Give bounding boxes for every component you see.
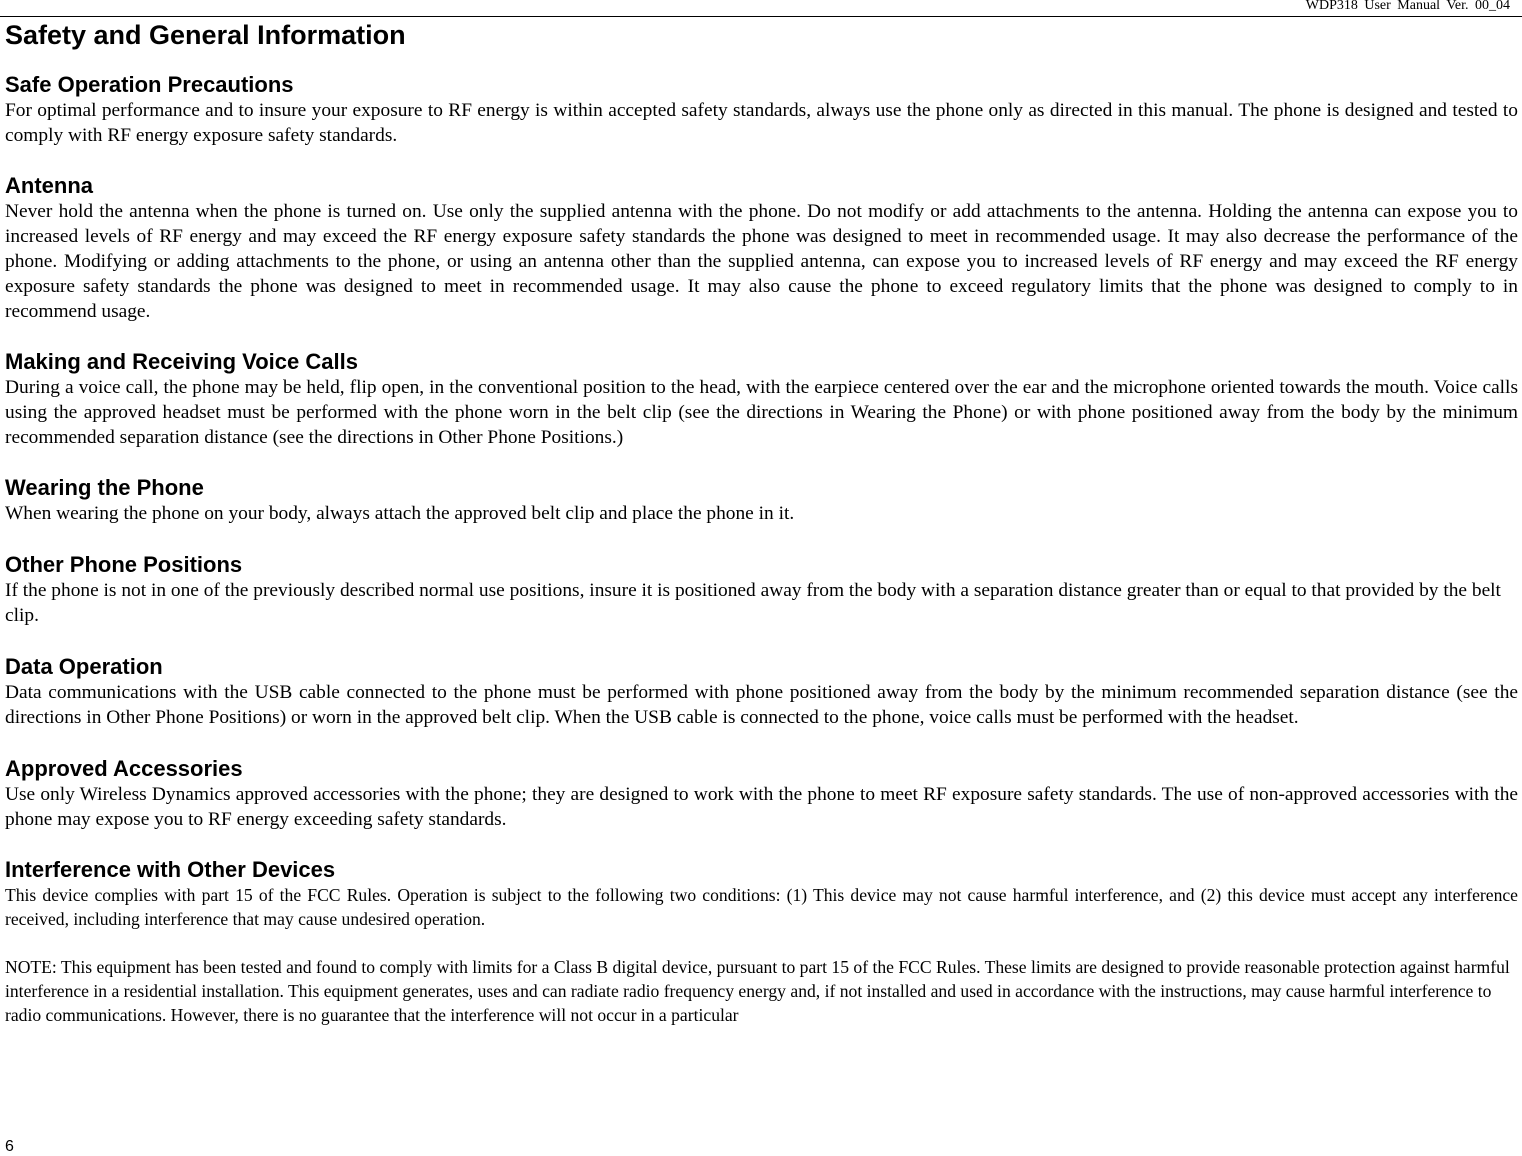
page-number: 6 <box>5 1138 14 1155</box>
section-interference <box>5 857 1518 1027</box>
section-text: If the phone is not in one of the previously described normal use positions, insure it is positioned away from the body with a separation distance greater than or equal to that provided by the belt clip. <box>5 580 1501 626</box>
section-text: Data communications with the USB cable connected to the phone must be performed with phone positioned away from the body by the minimum recommended separation distance (see the directions in Other Phone Positions) or worn in the approved belt clip. When the USB cable is connected to the phone, voice calls must be performed with the headset. <box>5 682 1518 728</box>
section-text: Use only Wireless Dynamics approved accessories with the phone; they are designed to work with the phone to meet RF exposure safety standards. The use of non-approved accessories with the phone may expose you to RF energy exceeding safety standards. <box>5 784 1518 830</box>
section-approved-accessories <box>5 756 1518 832</box>
section-heading: Approved Accessories <box>5 756 243 781</box>
section-wearing-phone <box>5 475 1518 526</box>
section-text: This device complies with part 15 of the FCC Rules. Operation is subject to the following two conditions: (1) This device may not cause harmful interference, and (2) this device must accept any interference received, including interference that may cause undesired operation. <box>5 885 1518 929</box>
section-heading: Data Operation <box>5 654 163 679</box>
page-title: Safety and General Information <box>5 20 406 50</box>
section-antenna <box>5 173 1518 324</box>
section-voice-calls <box>5 349 1518 450</box>
fcc-note: NOTE: This equipment has been tested and found to comply with limits for a Class B digital device, pursuant to part 15 of the FCC Rules. These limits are designed to provide reasonable protection against harmful interference in a residential installation. This equipment generates, uses and can radiate radio frequency energy and, if not installed and used in accordance with the instructions, may cause harmful interference to radio communications. However, there is no guarantee that the interference will not occur in a particular <box>5 957 1510 1025</box>
section-heading: Making and Receiving Voice Calls <box>5 349 358 374</box>
section-safe-operation <box>5 72 1518 148</box>
section-heading: Wearing the Phone <box>5 475 204 500</box>
header-manual-version: WDP318 User Manual Ver. 00_04 <box>1305 0 1510 13</box>
section-heading: Antenna <box>5 173 93 198</box>
section-text: When wearing the phone on your body, always attach the approved belt clip and place the phone in it. <box>5 503 795 524</box>
section-heading: Other Phone Positions <box>5 552 243 577</box>
section-text: For optimal performance and to insure your exposure to RF energy is within accepted safety standards, always use the phone only as directed in this manual. The phone is designed and tested to comply with RF energy exposure safety standards. <box>5 100 1518 146</box>
section-data-operation <box>5 654 1518 730</box>
section-other-positions <box>5 552 1518 628</box>
section-heading: Interference with Other Devices <box>5 857 336 882</box>
section-text: Never hold the antenna when the phone is turned on. Use only the supplied antenna with the phone. Do not modify or add attachments to the antenna. Holding the antenna can expose you to increased levels of RF energy and may exceed the RF energy exposure safety standards the phone was designed to meet in recommended usage. It may also decrease the performance of the phone. Modifying or adding attachments to the phone, or using an antenna other than the supplied antenna, can expose you to increased levels of RF energy and may exceed the RF energy exposure safety standards the phone was designed to meet in recommended usage. It may also cause the phone to exceed regulatory limits that the phone was designed to comply to in recommend usage. <box>5 201 1518 322</box>
section-heading: Safe Operation Precautions <box>5 72 294 97</box>
section-text: During a voice call, the phone may be held, flip open, in the conventional position to the head, with the earpiece centered over the ear and the microphone oriented towards the mouth. Voice calls using the approved headset must be performed with the phone worn in the belt clip (see the directions in Wearing the Phone) or with phone positioned away from the body by the minimum recommended separation distance (see the directions in Other Phone Positions.) <box>5 377 1518 448</box>
page-content <box>5 17 1518 1027</box>
